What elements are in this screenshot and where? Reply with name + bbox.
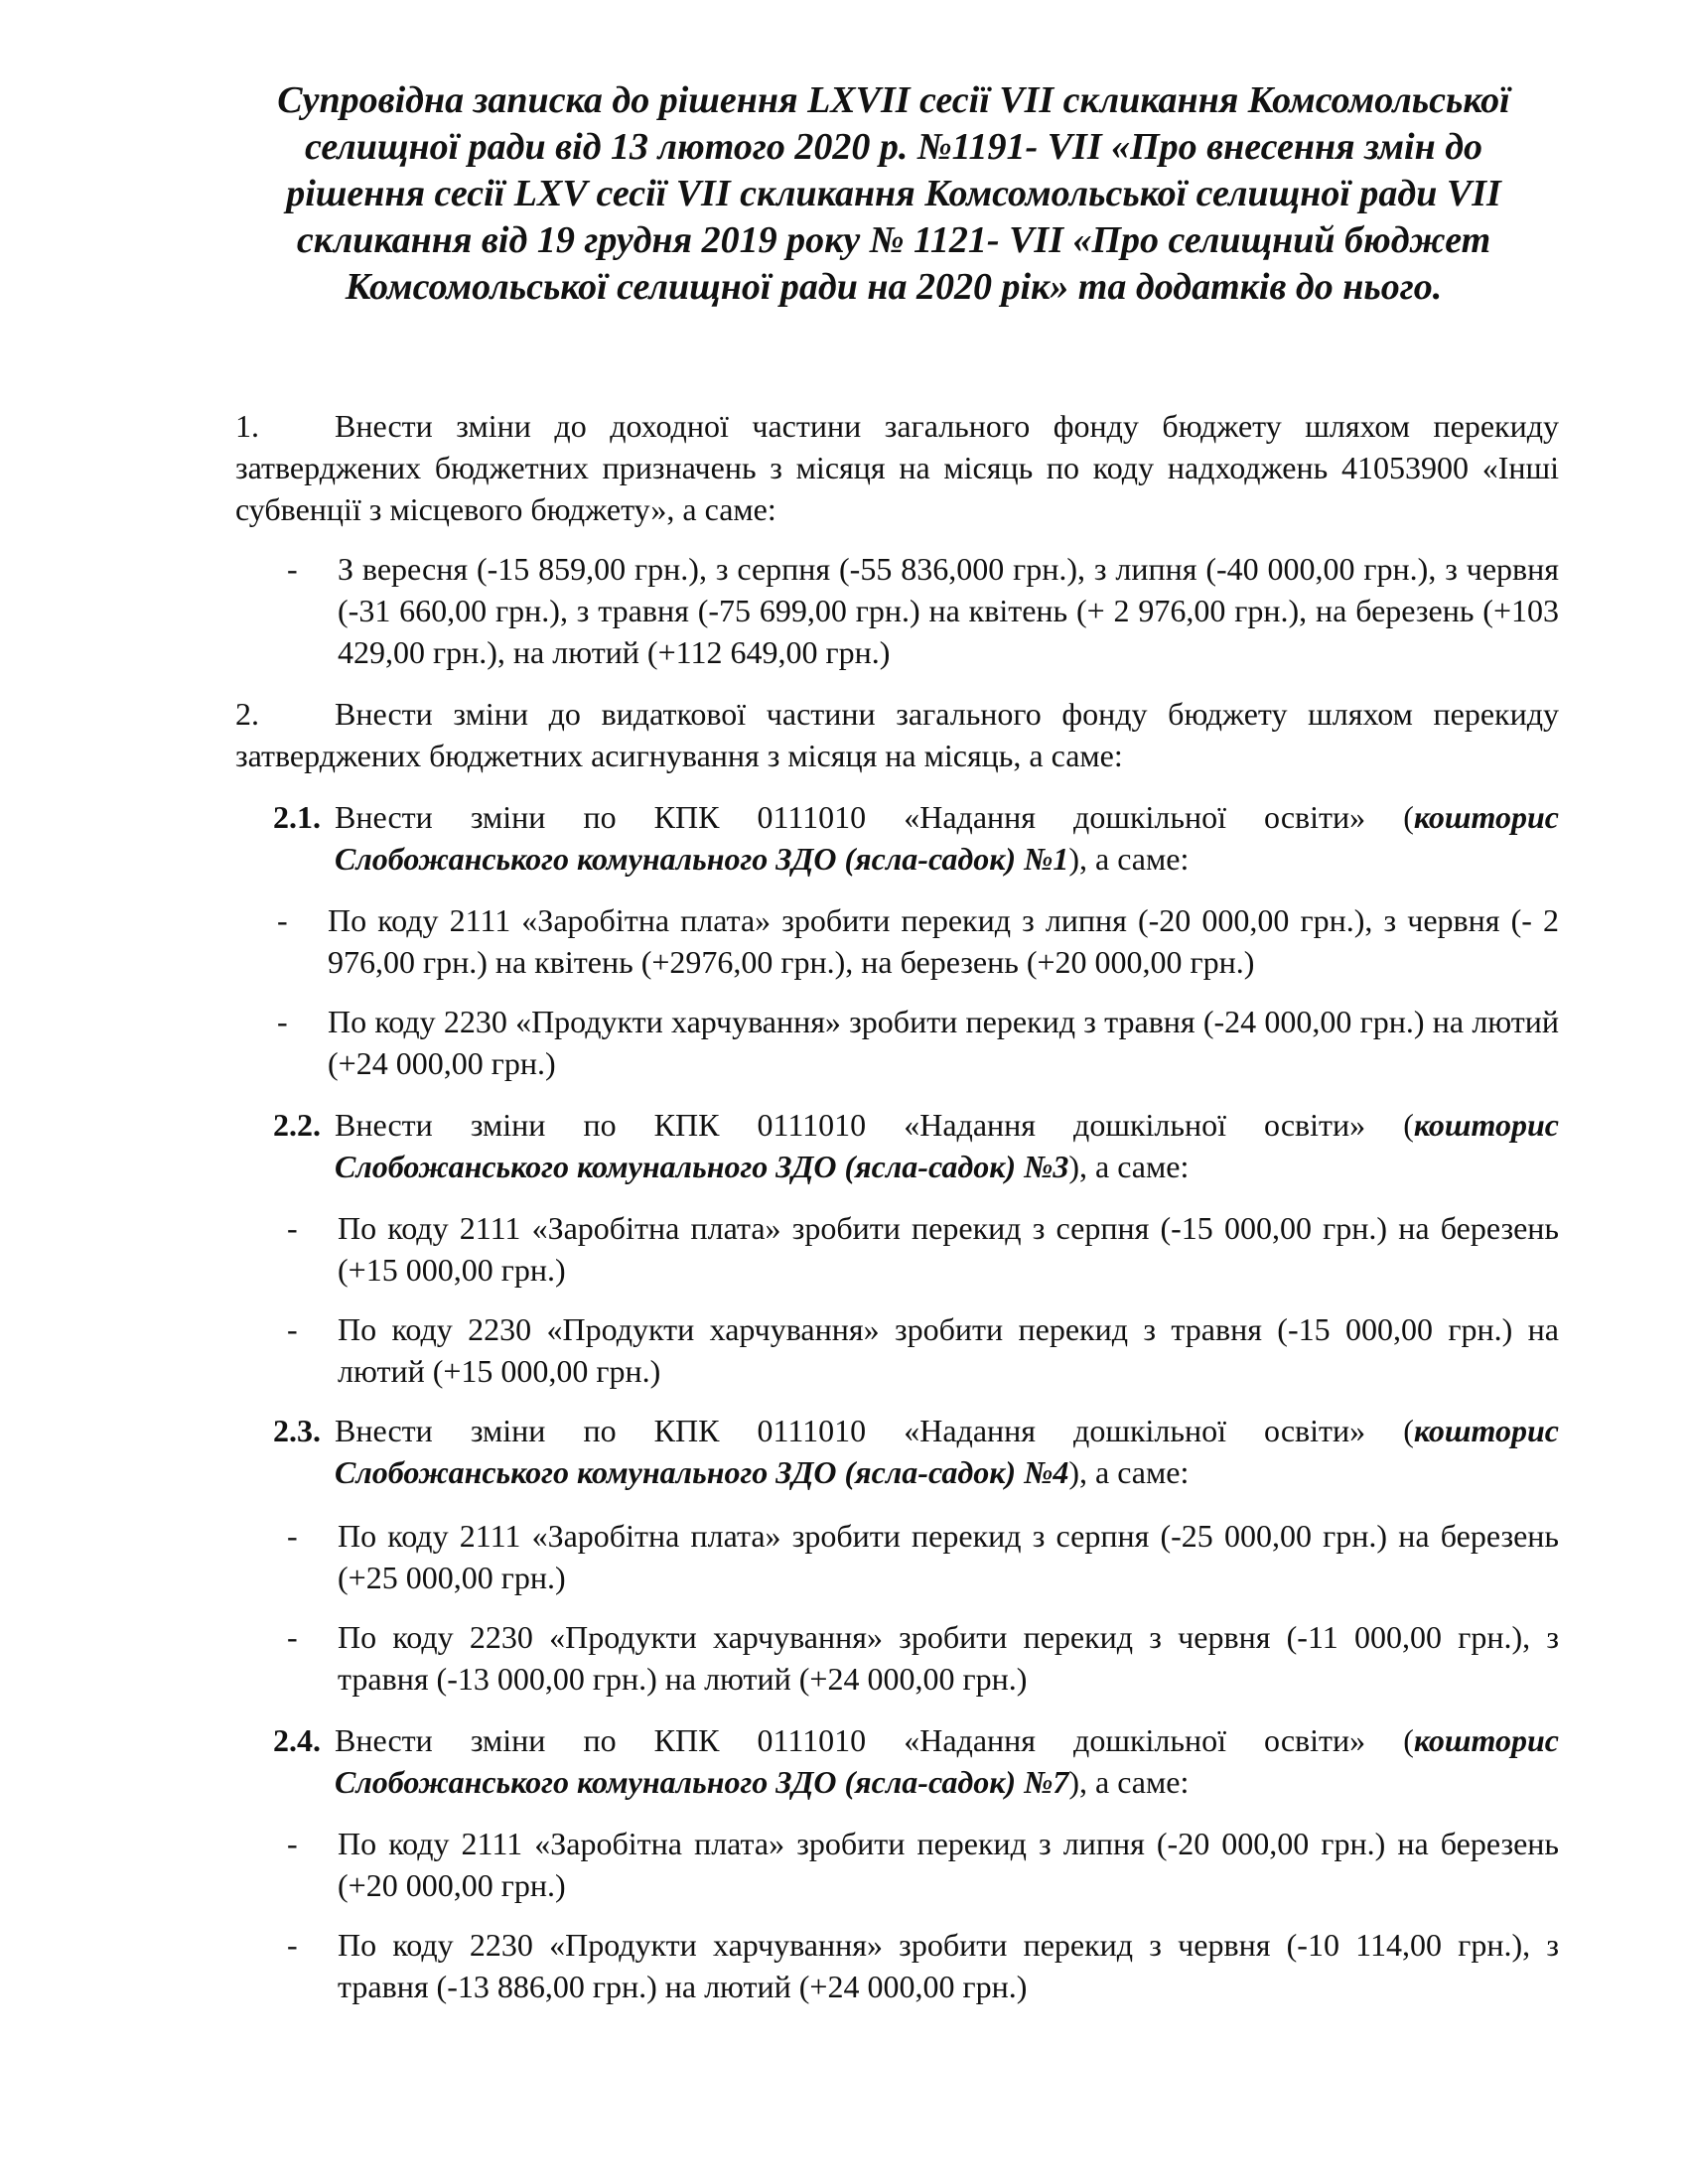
estimate-name: кошторис Слобожанського комунального ЗДО (ясла-садок) №1 [335, 799, 1559, 877]
subsection-2-3-item-1 [287, 1515, 1559, 1598]
list-item-text: По коду 2230 «Продукти харчування» зробити перекид з червня (-10 114,00 грн.), з травня (-13 886,00 грн.) на лютий (+24 000,00 грн.) [338, 1927, 1559, 2004]
list-item-text: По коду 2230 «Продукти харчування» зробити перекид з травня (-24 000,00 грн.) на лютий (+24 000,00 грн.) [328, 1004, 1559, 1081]
subsection-2-4-item-2 [287, 1924, 1559, 2007]
list-dash: - [287, 1210, 298, 1246]
paragraph-1-text: Внести зміни до доходної частини загального фонду бюджету шляхом перекиду затверджених бюджетних призначень з місяця на місяць по коду надходжень 41053900 «Інші субвенції з місцевого бюджету», а саме: [235, 408, 1559, 527]
subsection-text: Внести зміни по КПК 0111010 «Надання дошкільної освіти» (кошторис Слобожанського комунального ЗДО (ясла-садок) №1), а саме: [335, 799, 1559, 877]
subsection-number: 2.4. [273, 1722, 321, 1758]
document-title: Супровідна записка до рішення LXVII сесії VII скликання Комсомольської селищної ради від 13 лютого 2020 р. №1191- VII «Про внесення змін до рішення сесії LXV сесії VII скликання Комсомольської селищної ради VII скликання від 19 грудня 2019 року № 1121- VII «Про селищний бюджет Комсомольської селищної ради на 2020 рік» та додатків до нього. [277, 79, 1510, 308]
list-item-text: По коду 2111 «Заробітна плата» зробити перекид з липня (-20 000,00 грн.), з червня (- 2 976,00 грн.) на квітень (+2976,00 грн.), на березень (+20 000,00 грн.) [328, 902, 1559, 980]
subsection-2-2-item-1 [287, 1207, 1559, 1291]
paragraph-2-number: 2. [235, 696, 259, 732]
subsection-number: 2.3. [273, 1413, 321, 1448]
list-dash: - [287, 551, 298, 587]
list-dash: - [287, 1518, 298, 1554]
paragraph-1-number: 1. [235, 408, 259, 444]
estimate-name: кошторис Слобожанського комунального ЗДО (ясла-садок) №7 [335, 1722, 1559, 1800]
paragraph-1 [235, 405, 1559, 530]
paragraph-2 [235, 693, 1559, 776]
list-dash: - [287, 1619, 298, 1655]
list-item-text: По коду 2230 «Продукти харчування» зробити перекид з травня (-15 000,00 грн.) на лютий (+15 000,00 грн.) [338, 1311, 1559, 1389]
subsection-2-1-item-1 [277, 899, 1559, 983]
list-item-text: По коду 2111 «Заробітна плата» зробити перекид з липня (-20 000,00 грн.) на березень (+20 000,00 грн.) [338, 1826, 1559, 1903]
list-dash: - [277, 1004, 288, 1039]
subsection-text: Внести зміни по КПК 0111010 «Надання дошкільної освіти» (кошторис Слобожанського комунального ЗДО (ясла-садок) №7), а саме: [335, 1722, 1559, 1800]
subsection-2-1-item-2 [277, 1001, 1559, 1084]
subsection-number: 2.2. [273, 1107, 321, 1143]
estimate-name: кошторис Слобожанського комунального ЗДО (ясла-садок) №4 [335, 1413, 1559, 1490]
subsection-2-2-item-2 [287, 1308, 1559, 1392]
paragraph-1-list-item [287, 548, 1559, 673]
subsection-2-3-item-2 [287, 1616, 1559, 1700]
list-item-text: По коду 2111 «Заробітна плата» зробити перекид з серпня (-25 000,00 грн.) на березень (+25 000,00 грн.) [338, 1518, 1559, 1595]
paragraph-1-list-item-text: З вересня (-15 859,00 грн.), з серпня (-55 836,000 грн.), з липня (-40 000,00 грн.), з червня (-31 660,00 грн.), з травня (-75 699,00 грн.) на квітень (+ 2 976,00 грн.), на березень (+103 429,00 грн.), на лютий (+112 649,00 грн.) [338, 551, 1559, 670]
subsection-2-3 [273, 1410, 1559, 1493]
subsection-number: 2.1. [273, 799, 321, 835]
subsection-text: Внести зміни по КПК 0111010 «Надання дошкільної освіти» (кошторис Слобожанського комунального ЗДО (ясла-садок) №4), а саме: [335, 1413, 1559, 1490]
subsection-text: Внести зміни по КПК 0111010 «Надання дошкільної освіти» (кошторис Слобожанського комунального ЗДО (ясла-садок) №3), а саме: [335, 1107, 1559, 1184]
estimate-name: кошторис Слобожанського комунального ЗДО (ясла-садок) №3 [335, 1107, 1559, 1184]
list-dash: - [287, 1311, 298, 1347]
list-item-text: По коду 2111 «Заробітна плата» зробити перекид з серпня (-15 000,00 грн.) на березень (+15 000,00 грн.) [338, 1210, 1559, 1288]
subsection-2-2 [273, 1104, 1559, 1187]
paragraph-2-text: Внести зміни до видаткової частини загального фонду бюджету шляхом перекиду затверджених бюджетних асигнування з місяця на місяць, а саме: [235, 696, 1559, 773]
list-dash: - [287, 1826, 298, 1861]
subsection-2-4 [273, 1719, 1559, 1803]
list-item-text: По коду 2230 «Продукти харчування» зробити перекид з червня (-11 000,00 грн.), з травня (-13 000,00 грн.) на лютий (+24 000,00 грн.) [338, 1619, 1559, 1697]
subsection-2-1 [273, 796, 1559, 880]
list-dash: - [277, 902, 288, 938]
list-dash: - [287, 1927, 298, 1963]
subsection-2-4-item-1 [287, 1823, 1559, 1906]
